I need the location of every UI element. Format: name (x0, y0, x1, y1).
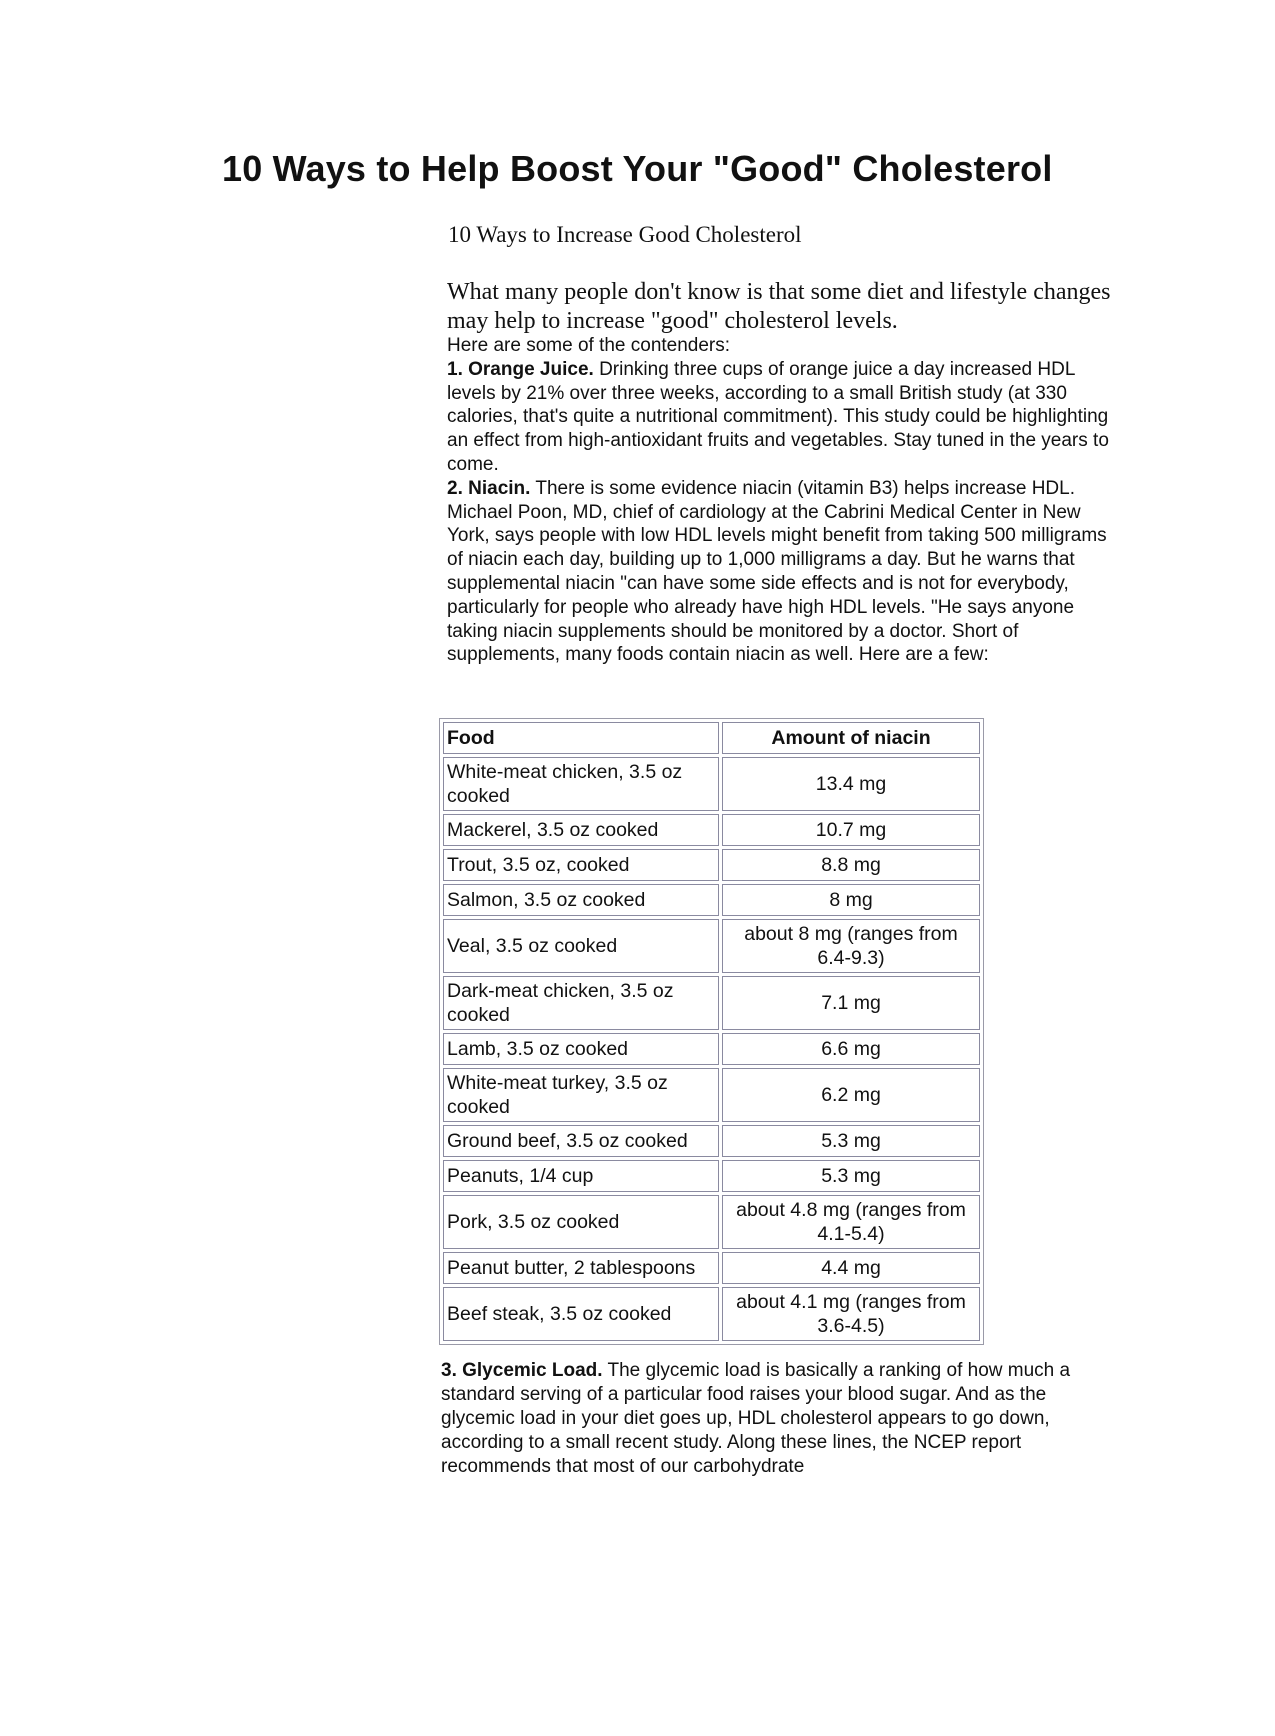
niacin-amount-cell: 6.6 mg (722, 1033, 980, 1065)
table-row (443, 919, 980, 973)
table-row (443, 1195, 980, 1249)
table-row (443, 1125, 980, 1157)
niacin-amount-cell: 13.4 mg (722, 757, 980, 811)
niacin-amount-cell: about 4.1 mg (ranges from 3.6-4.5) (722, 1287, 980, 1341)
food-cell: Salmon, 3.5 oz cooked (443, 884, 719, 916)
table-row (443, 814, 980, 846)
item-glycemic-load (441, 1359, 1113, 1479)
table-row (443, 1252, 980, 1284)
page-title: 10 Ways to Help Boost Your "Good" Cholesterol (222, 148, 1053, 189)
header-food: Food (443, 722, 719, 754)
item-niacin (447, 477, 1117, 667)
page-subtitle: 10 Ways to Increase Good Cholesterol (448, 222, 802, 247)
item-heading: 3. Glycemic Load. (441, 1360, 603, 1381)
niacin-amount-cell: 10.7 mg (722, 814, 980, 846)
item-heading: 2. Niacin. (447, 477, 531, 499)
niacin-amount-cell: 7.1 mg (722, 976, 980, 1030)
food-cell: Pork, 3.5 oz cooked (443, 1195, 719, 1249)
table-row (443, 1160, 980, 1192)
table-row (443, 849, 980, 881)
table-row (443, 976, 980, 1030)
niacin-amount-cell: about 8 mg (ranges from 6.4-9.3) (722, 919, 980, 973)
niacin-amount-cell: 5.3 mg (722, 1125, 980, 1157)
table-row (443, 1068, 980, 1122)
niacin-amount-cell: 4.4 mg (722, 1252, 980, 1284)
intro-paragraph: What many people don't know is that some diet and lifestyle changes may help to increase "good" cholesterol levels. (447, 279, 1111, 334)
food-cell: Mackerel, 3.5 oz cooked (443, 814, 719, 846)
food-cell: Veal, 3.5 oz cooked (443, 919, 719, 973)
food-cell: White-meat turkey, 3.5 oz cooked (443, 1068, 719, 1122)
niacin-amount-cell: 8 mg (722, 884, 980, 916)
niacin-amount-cell: about 4.8 mg (ranges from 4.1-5.4) (722, 1195, 980, 1249)
food-cell: Peanut butter, 2 tablespoons (443, 1252, 719, 1284)
food-cell: White-meat chicken, 3.5 oz cooked (443, 757, 719, 811)
item-orange-juice (447, 358, 1117, 477)
food-cell: Trout, 3.5 oz, cooked (443, 849, 719, 881)
contenders-line: Here are some of the contenders: (447, 335, 731, 356)
item-text: The glycemic load is basically a ranking of how much a standard serving of a particular food raises your blood sugar. And as the glycemic load in your diet goes up, HDL cholesterol appears to go down, according to a small recent study. Along these lines, the NCEP report recommends that most of our carbohydrate (441, 1360, 1071, 1477)
table-row (443, 757, 980, 811)
niacin-amount-cell: 6.2 mg (722, 1068, 980, 1122)
item-text: Drinking three cups of orange juice a day increased HDL levels by 21% over three weeks, according to a small British study (at 330 calories, that's quite a nutritional commitment). This study could be highlighting an effect from high-antioxidant fruits and vegetables. Stay tuned in the years to come. (447, 358, 1109, 475)
item-heading: 1. Orange Juice. (447, 358, 594, 380)
table-header-row (443, 722, 980, 754)
niacin-amount-cell: 8.8 mg (722, 849, 980, 881)
table-body (443, 757, 980, 1341)
header-amount: Amount of niacin (722, 722, 980, 754)
table-row (443, 1287, 980, 1341)
article-body (447, 334, 1117, 667)
item-text: There is some evidence niacin (vitamin B3) helps increase HDL. Michael Poon, MD, chief of cardiology at the Cabrini Medical Center in New York, says people with low HDL levels might benefit from taking 500 milligrams of niacin each day, building up to 1,000 milligrams a day. But he warns that supplemental niacin "can have some side effects and is not for everybody, particularly for people who already have high HDL levels. "He says anyone taking niacin supplements should be monitored by a doctor. Short of supplements, many foods contain niacin as well. Here are a few: (447, 477, 1107, 666)
food-cell: Ground beef, 3.5 oz cooked (443, 1125, 719, 1157)
table-row (443, 1033, 980, 1065)
table-row (443, 884, 980, 916)
niacin-table (439, 718, 984, 1345)
niacin-amount-cell: 5.3 mg (722, 1160, 980, 1192)
food-cell: Peanuts, 1/4 cup (443, 1160, 719, 1192)
food-cell: Beef steak, 3.5 oz cooked (443, 1287, 719, 1341)
food-cell: Lamb, 3.5 oz cooked (443, 1033, 719, 1065)
food-cell: Dark-meat chicken, 3.5 oz cooked (443, 976, 719, 1030)
